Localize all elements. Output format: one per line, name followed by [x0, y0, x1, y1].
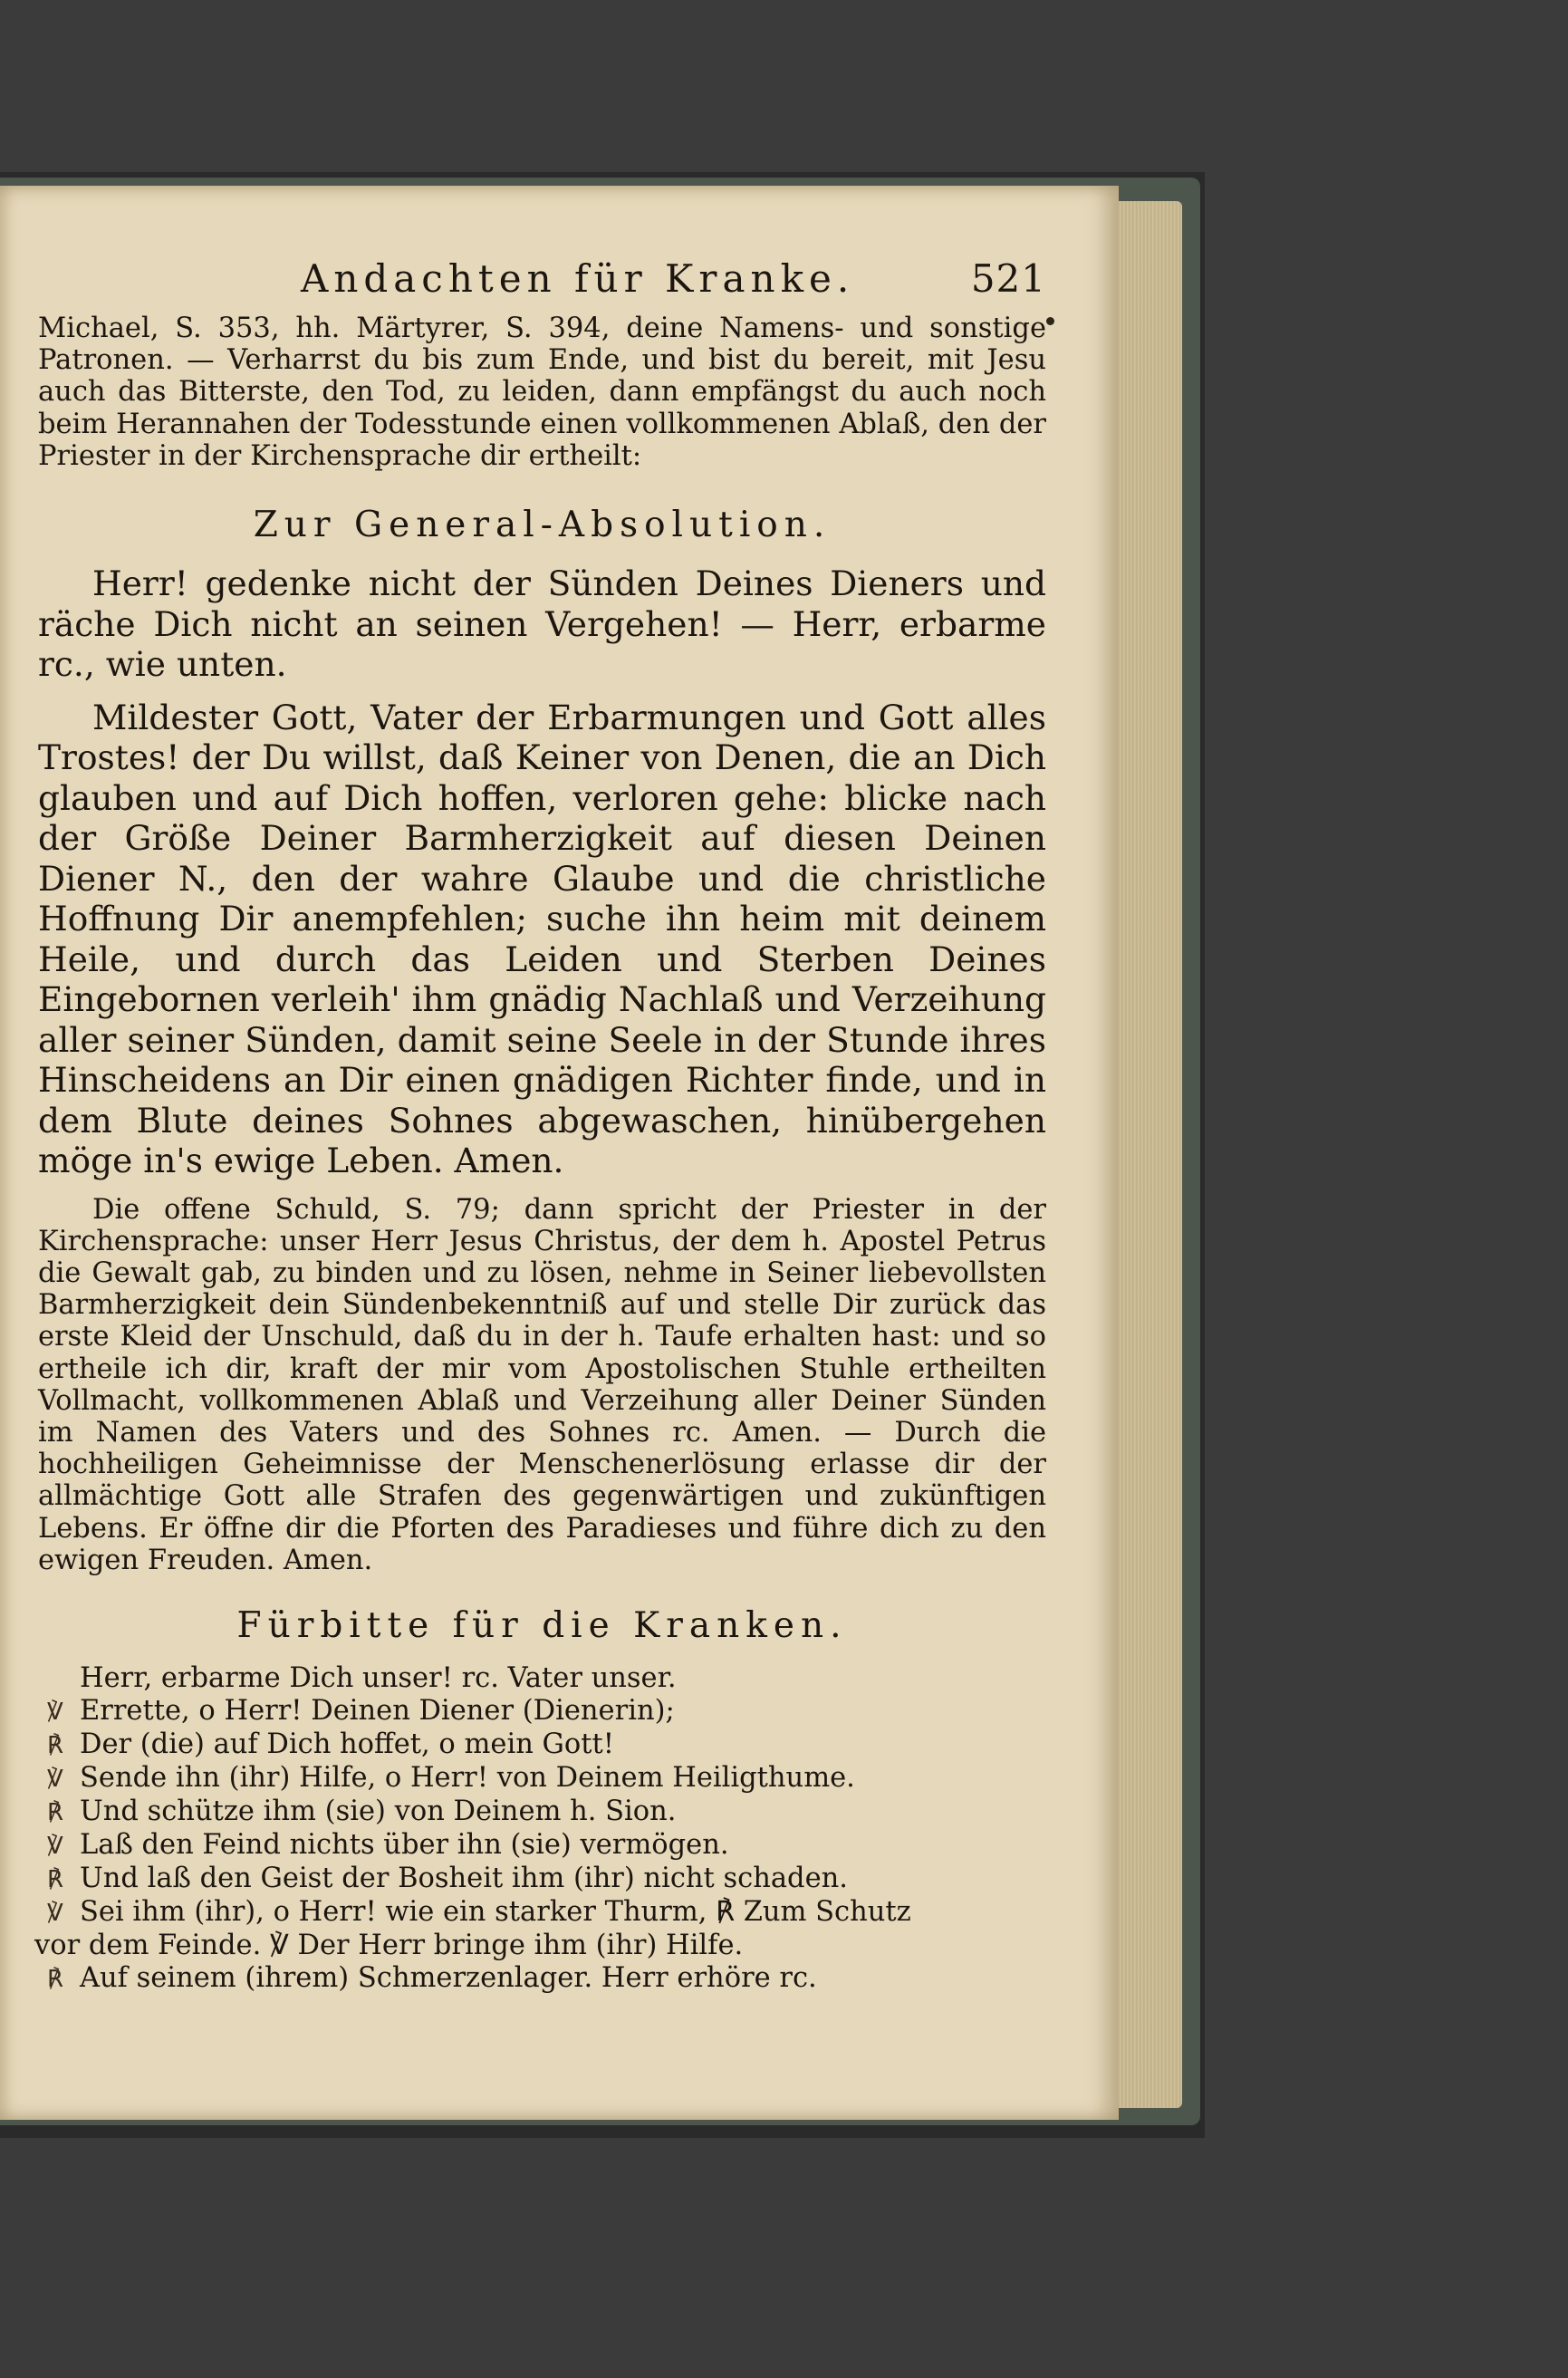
litany-text: vor dem Feinde. ℣ Der Herr bringe ihm (ihr) Hilfe. — [34, 1929, 744, 1961]
ink-speck — [1046, 317, 1054, 325]
intro-paragraph: Michael, S. 353, hh. Märtyrer, S. 394, deine Namens- und sonstige Patronen. — Verharrst du bis zum Ende, und bist du bereit, mit Jesu auch das Bitterste, den Tod, zu leiden, dann empfängst du auch noch beim Herannahen der Todesstunde einen vollkommenen Ablaß, den der Priester in der Kirchensprache dir ertheilt: — [38, 313, 1046, 472]
litany-line — [38, 1829, 1046, 1863]
litany-text: Sende ihn (ihr) Hilfe, o Herr! von Deinem Heiligthume. — [80, 1761, 855, 1794]
page-number: 521 — [970, 256, 1046, 301]
litany-text: Herr, erbarme Dich unser! rc. Vater unser. — [80, 1661, 677, 1694]
versicle-mark: ℣ — [47, 1832, 63, 1860]
versicle-mark: ℣ — [47, 1899, 63, 1927]
litany-line — [38, 1728, 1046, 1762]
prayer-paragraph-1: Herr! gedenke nicht der Sünden Deines Dieners und räche Dich nicht an seinen Vergehen! — Herr, erbarme rc., wie unten. — [38, 563, 1046, 685]
prayer-paragraph-2: Mildester Gott, Vater der Erbarmungen und Gott alles Trostes! der Du willst, daß Keiner von Denen, die an Dich glauben und auf Dich hoffen, verloren gehe: blicke nach der Größe Deiner Barmherzigkeit auf diesen Deinen Diener N., den der wahre Glaube und die christliche Hoffnung Dir anempfehlen; suche ihn heim mit deinem Heile, und durch das Leiden und Sterben Deines Eingebornen verleih' ihm gnädig Nachlaß und Verzeihung aller seiner Sünden, damit seine Seele in der Stunde ihres Hinscheidens an Dir einen gnädigen Richter finde, und in dem Blute deines Sohnes abgewaschen, hinübergehen möge in's ewige Leben. Amen. — [38, 697, 1046, 1181]
litany-text: Sei ihm (ihr), o Herr! wie ein starker Thurm, ℟ Zum Schutz — [80, 1895, 911, 1928]
response-mark: ℟ — [47, 1965, 63, 1993]
versicle-mark: ℣ — [47, 1698, 63, 1726]
litany-line — [34, 1929, 1046, 1962]
rubric-paragraph: Die offene Schuld, S. 79; dann spricht der Priester in der Kirchensprache: unser Herr Jesus Christus, der dem h. Apostel Petrus die Gewalt gab, zu binden und zu lösen, nehme in Seiner liebevollsten Barmherzigkeit dein Sündenbekenntniß auf und stelle Dir zurück das erste Kleid der Unschuld, daß du in der h. Taufe erhalten hast: und so ertheile ich dir, kraft der mir vom Apostolischen Stuhle ertheilten Vollmacht, vollkommenen Ablaß und Verzeihung aller Deiner Sünden im Namen des Vaters und des Sohnes rc. Amen. — Durch die hochheiligen Geheimnisse der Menschenerlösung erlasse dir der allmächtige Gott alle Strafen des gegenwärtigen und zukünftigen Lebens. Er öffne dir die Pforten des Paradieses und führe dich zu den ewigen Freuden. Amen. — [38, 1193, 1046, 1576]
litany-text: Auf seinem (ihrem) Schmerzenlager. Herr erhöre rc. — [80, 1961, 817, 1994]
versicle-mark: ℣ — [47, 1765, 63, 1793]
running-title: Andachten für Kranke. — [301, 256, 855, 301]
response-mark: ℟ — [47, 1865, 63, 1893]
litany-line — [38, 1962, 1046, 1996]
running-header — [38, 256, 1046, 313]
litany-line — [38, 1662, 1046, 1695]
litany-text: Und laß den Geist der Bosheit ihm (ihr) nicht schaden. — [80, 1862, 848, 1894]
litany-list — [34, 1661, 1046, 1996]
section-heading-intercession: Fürbitte für die Kranken. — [236, 1604, 848, 1646]
litany-text: Laß den Feind nichts über ihn (sie) vermögen. — [80, 1828, 729, 1861]
litany-line — [38, 1695, 1046, 1728]
book-page — [0, 186, 1119, 2120]
litany-text: Errette, o Herr! Deinen Diener (Dienerin); — [80, 1694, 675, 1727]
litany-line — [38, 1762, 1046, 1796]
response-mark: ℟ — [47, 1798, 63, 1826]
section-heading-general-absolution: Zur General-Absolution. — [253, 505, 832, 546]
litany-line — [38, 1863, 1046, 1896]
litany-line — [38, 1796, 1046, 1829]
litany-text: Und schütze ihm (sie) von Deinem h. Sion. — [80, 1795, 677, 1827]
litany-text: Der (die) auf Dich hoffet, o mein Gott! — [80, 1728, 615, 1760]
litany-line — [38, 1896, 1046, 1930]
response-mark: ℟ — [47, 1731, 63, 1759]
